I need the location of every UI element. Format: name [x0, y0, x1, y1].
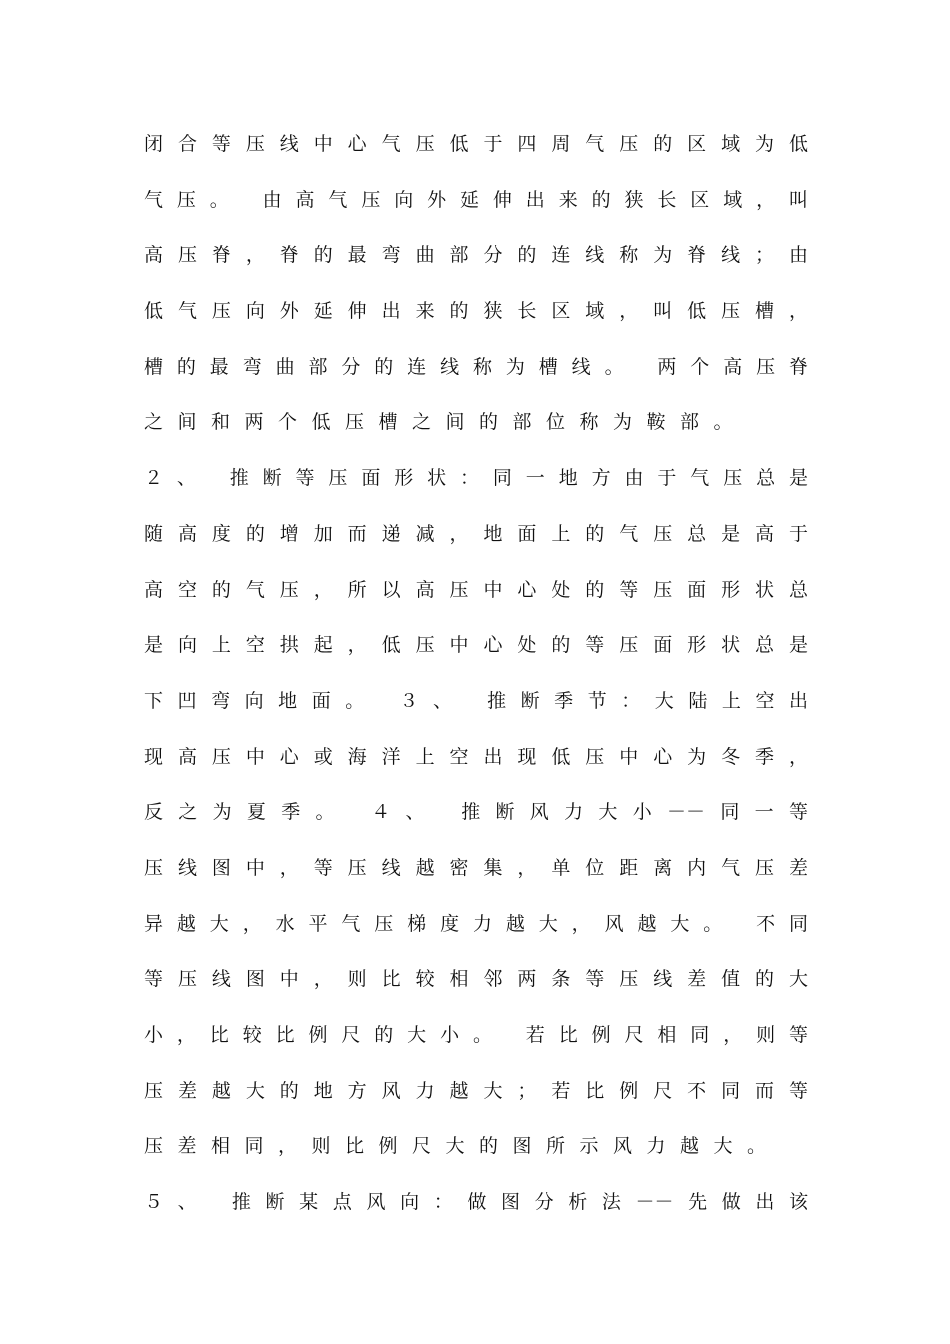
text-line: ２、 推断等压面形状：同一地方由于气压总是 — [144, 467, 808, 490]
text-line: 槽的最弯曲部分的连线称为槽线。 两个高压脊 — [144, 355, 808, 378]
body-text — [144, 117, 808, 1231]
text-line: 等压线图中，则比较相邻两条等压线差值的大 — [144, 968, 808, 991]
text-line: 反之为夏季。 ４、 推断风力大小－－同一等 — [144, 801, 808, 824]
text-line: 压差相同，则比例尺大的图所示风力越大。 — [144, 1135, 781, 1158]
text-line: 现高压中心或海洋上空出现低压中心为冬季， — [144, 745, 808, 768]
text-line: 高压脊，脊的最弯曲部分的连线称为脊线；由 — [144, 244, 808, 267]
text-line: 气压。 由高气压向外延伸出来的狭长区域，叫 — [144, 188, 808, 211]
text-line: 是向上空拱起，低压中心处的等压面形状总是 — [144, 634, 808, 657]
text-line: 压差越大的地方风力越大；若比例尺不同而等 — [144, 1079, 808, 1102]
text-line: 小，比较比例尺的大小。 若比例尺相同，则等 — [144, 1024, 808, 1046]
text-line: 随高度的增加而递减，地面上的气压总是高于 — [144, 522, 808, 545]
text-line: 低气压向外延伸出来的狭长区域，叫低压槽， — [144, 300, 808, 323]
text-line: 之间和两个低压槽之间的部位称为鞍部。 — [144, 411, 748, 434]
text-line: 压线图中，等压线越密集，单位距离内气压差 — [144, 856, 808, 879]
text-line: 下凹弯向地面。 ３、 推断季节：大陆上空出 — [144, 689, 808, 712]
text-line: ５、 推断某点风向：做图分析法－－先做出该 — [144, 1191, 808, 1214]
text-line: 闭合等压线中心气压低于四周气压的区域为低 — [144, 133, 808, 155]
text-line: 高空的气压，所以高压中心处的等压面形状总 — [144, 578, 808, 601]
text-line: 异越大，水平气压梯度力越大，风越大。 不同 — [144, 912, 808, 935]
